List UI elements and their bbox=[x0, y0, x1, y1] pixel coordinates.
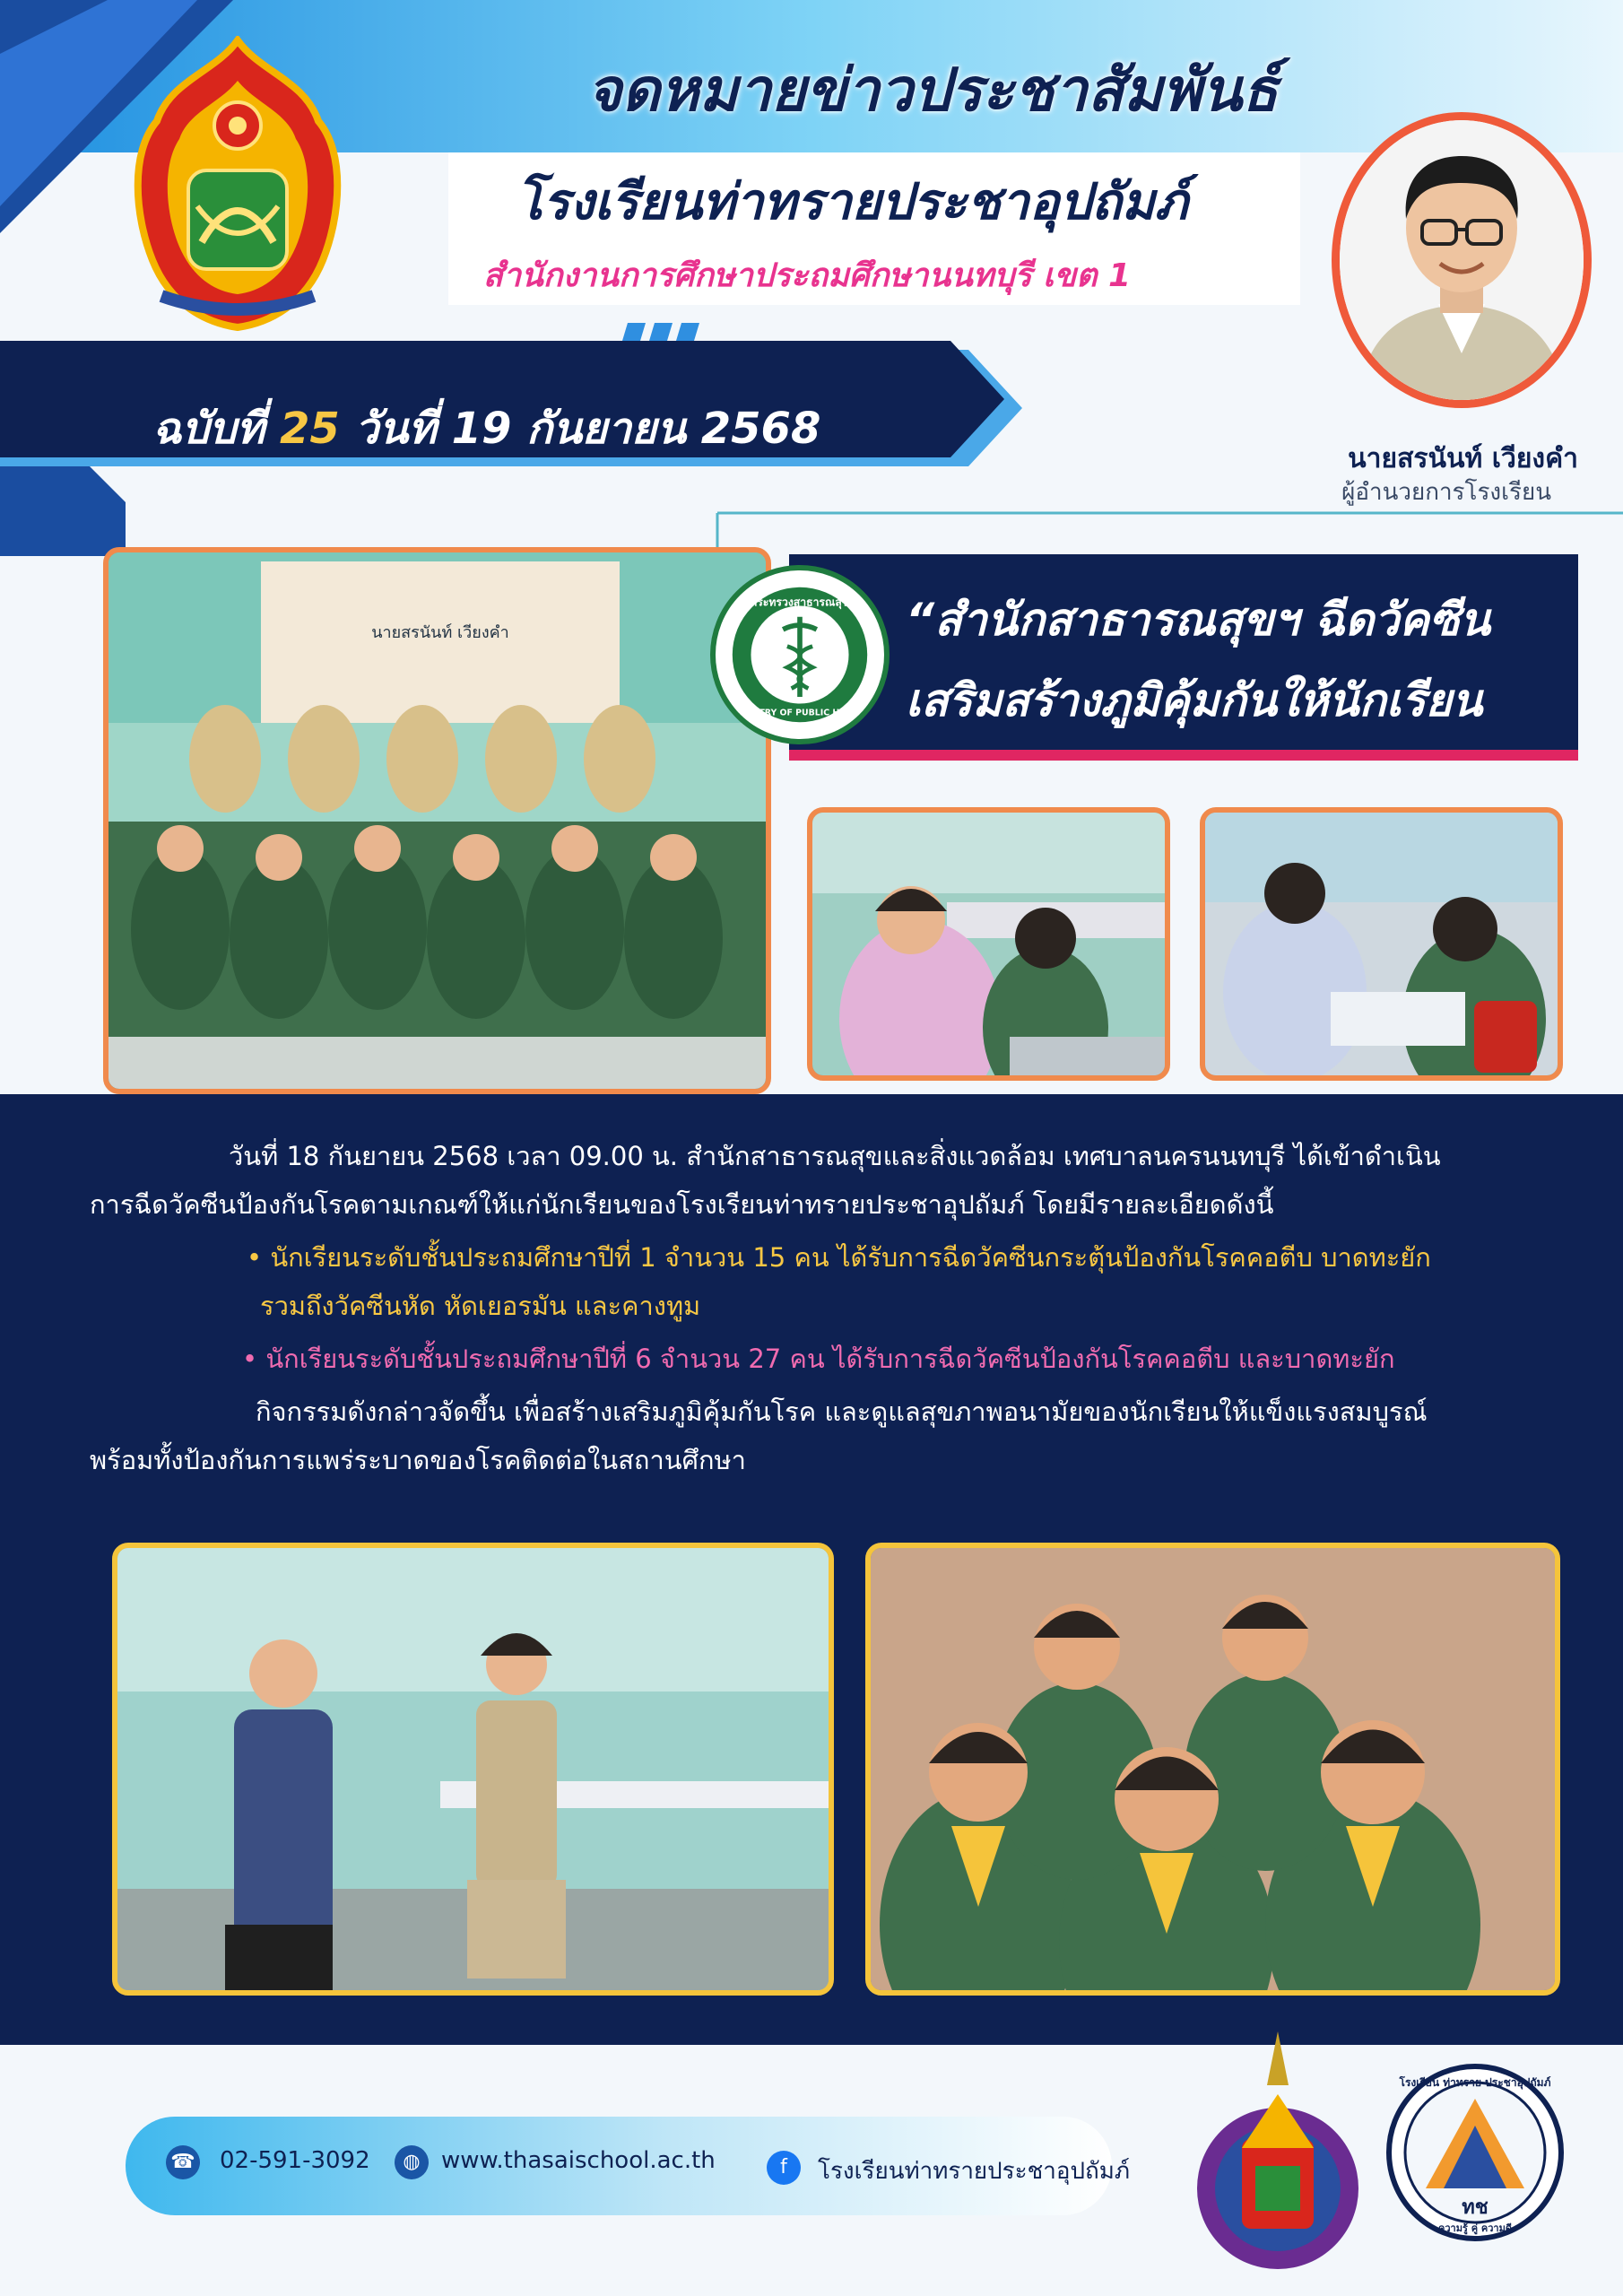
issue-line bbox=[152, 395, 959, 463]
moph-logo-top-text: กระทรวงสาธารณสุข bbox=[750, 596, 850, 609]
photo-vaccination-student bbox=[1200, 807, 1563, 1081]
group-photo-students bbox=[103, 547, 771, 1094]
issue-number: 25 bbox=[280, 404, 340, 454]
paragraph-2-line-2: พร้อมทั้งป้องกันการแพร่ระบาดของโรคติดต่อในสถานศึกษา bbox=[90, 1445, 746, 1475]
obec-district-emblem bbox=[1188, 2031, 1367, 2278]
issue-label: ฉบับที่ bbox=[152, 404, 265, 454]
contact-facebook[interactable]: โรงเรียนท่าทรายประชาอุปถัมภ์ bbox=[818, 2158, 1130, 2185]
paragraph-1-line-1: วันที่ 18 กันยายน 2568 เวลา 09.00 น. สำนักสาธารณสุขและสิ่งแวดล้อม เทศบาลนครนนทบุรี ได้เข้าดำเนิน bbox=[229, 1141, 1441, 1171]
obec-crest-logo bbox=[126, 36, 350, 332]
contact-website[interactable]: www.thasaischool.ac.th bbox=[441, 2147, 716, 2174]
contact-phone[interactable]: 02-591-3092 bbox=[220, 2147, 370, 2174]
facebook-icon: f bbox=[767, 2151, 801, 2185]
school-emblem-top-text: โรงเรียน ท่าทราย ประชาอุปถัมภ์ bbox=[1399, 2076, 1551, 2089]
paragraph-2-line-1: กิจกรรมดังกล่าวจัดขึ้น เพื่อสร้างเสริมภูมิคุ้มกันโรค และดูแลสุขภาพอนามัยของนักเรียนให้แข็งแรงสมบูรณ์ bbox=[256, 1396, 1428, 1427]
bullet-1-line-1: • นักเรียนระดับชั้นประถมศึกษาปีที่ 1 จำนวน 15 คน ได้รับการฉีดวัคซีนกระตุ้นป้องกันโรคคอตีบ บาดทะยัก bbox=[247, 1242, 1431, 1273]
headline-line-1: “สำนักสาธารณสุขฯ ฉีดวัคซีน bbox=[906, 594, 1491, 646]
banner-poster-name: นายสรนันท์ เวียงคำ bbox=[371, 623, 509, 642]
globe-icon: ◍ bbox=[395, 2145, 429, 2179]
issue-date: วันที่ 19 กันยายน 2568 bbox=[354, 404, 821, 454]
ministry-of-public-health-logo bbox=[710, 565, 890, 744]
school-name: โรงเรียนท่าทรายประชาอุปถัมภ์ bbox=[516, 173, 1188, 231]
headline-line-2: เสริมสร้างภูมิคุ้มกันให้นักเรียน bbox=[906, 674, 1483, 726]
director-title: ผู้อำนวยการโรงเรียน bbox=[1341, 479, 1551, 506]
paragraph-1-line-2: การฉีดวัคซีนป้องกันโรคตามเกณฑ์ให้แก่นักเรียนของโรงเรียนท่าทรายประชาอุปถัมภ์ โดยมีรายละเอียดดังนี้ bbox=[90, 1189, 1274, 1220]
director-name: นายสรนันท์ เวียงคำ bbox=[1348, 443, 1578, 474]
phone-icon: ☎ bbox=[166, 2145, 200, 2179]
director-photo bbox=[1332, 112, 1592, 408]
photo-teachers-classroom bbox=[112, 1543, 834, 1996]
school-emblem bbox=[1385, 2063, 1565, 2242]
education-office-name: สำนักงานการศึกษาประถมศึกษานนทบุรี เขต 1 bbox=[482, 257, 1132, 294]
newsletter-title: จดหมายข่าวประชาสัมพันธ์ bbox=[586, 56, 1279, 125]
bullet-1-line-2: รวมถึงวัคซีนหัด หัดเยอรมัน และคางทูม bbox=[260, 1291, 701, 1321]
bullet-2-line-1: • นักเรียนระดับชั้นประถมศึกษาปีที่ 6 จำนวน 27 คน ได้รับการฉีดวัคซีนป้องกันโรคคอตีบ และบาดทะยัก bbox=[242, 1344, 1395, 1374]
photo-students-smiling bbox=[865, 1543, 1560, 1996]
school-emblem-initials: ทช bbox=[1462, 2196, 1488, 2219]
school-emblem-motto: ความรู้ คู่ ความดี bbox=[1438, 2222, 1512, 2234]
photo-vaccination-nurse bbox=[807, 807, 1170, 1081]
moph-logo-bottom-text: MINISTRY OF PUBLIC HEALTH bbox=[731, 708, 869, 718]
